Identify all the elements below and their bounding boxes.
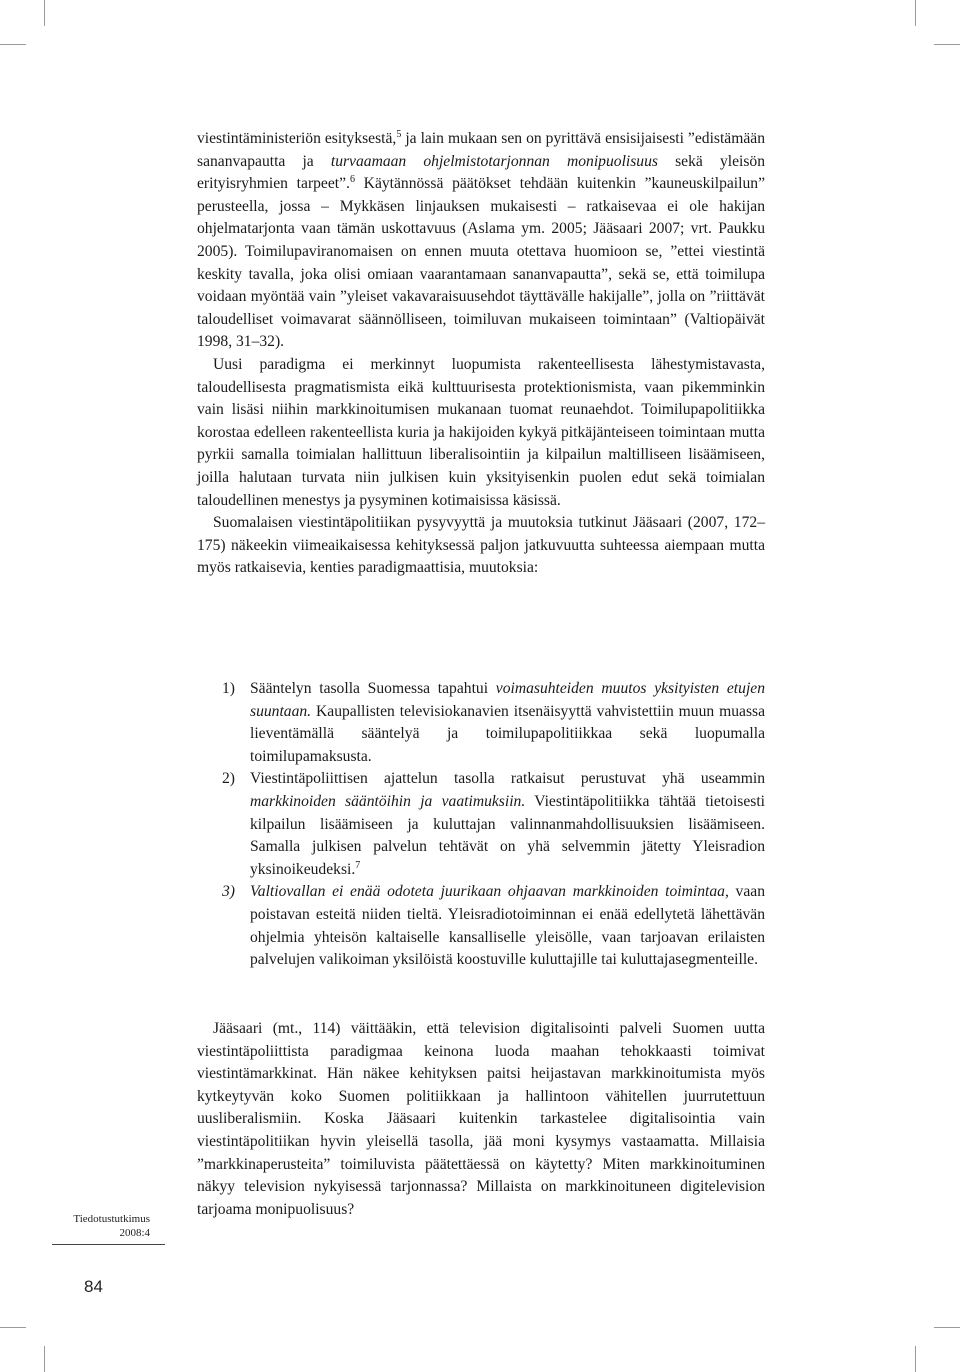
crop-mark <box>915 1346 916 1372</box>
crop-mark <box>934 44 960 45</box>
list-number: 1) <box>222 680 235 697</box>
list-number: 3) <box>222 883 235 901</box>
crop-mark <box>915 0 916 26</box>
crop-mark <box>0 1327 26 1328</box>
list-number: 2) <box>222 770 235 788</box>
crop-mark <box>44 1346 45 1372</box>
footnote-ref: 5 <box>396 128 402 140</box>
page-number: 84 <box>84 1277 103 1296</box>
closing-paragraph: Jääsaari (mt., 114) väittääkin, että television digitalisointi palveli Suomen uutta viestintäpoliittista paradigmaa keinona luoda maahan tehokkaasti toimivat viestintämarkkinat. Hän näkee kehityksen paitsi heijastavan markkinoitumista myös kytkeytyvän koko Suomen politiikkaan ja hallintoon vähitellen juurrutettuun uusliberalismiin. Koska Jääsaari kuitenkin tarkastelee digitalisointia vain viestintäpolitiikan hyvin yleisellä tasolla, jää moni kysymys vastaamatta. Millaisia ”markkinaperusteita” toimiluvista päätettäessä on käytetty? Miten markkinoituminen näkyy television nykyisessä tarjonnassa? Millaista on markkinoituneen digitelevision tarjoama monipuolisuus? <box>197 1020 765 1218</box>
paragraph-2: Uusi paradigma ei merkinnyt luopumista rakenteellisesta lähestymistavasta, taloudellisesta pragmatismista eikä kulttuurisesta protektionismista, vaan pikemminkin vain lisäsi niihin markkinoitumisen mukanaan tuomat reunaehdot. Toimilupapolitiikka korostaa edelleen rakenteellista kuria ja hakijoiden kykyä pitkäjänteiseen toimintaan mutta pyrkii samalla toimialan hallittuun liberalisointiin ja kilpailun maltilliseen lisäämiseen, joilla halutaan turvata niin julkisen kuin yksityisenkin puolen edut sekä toimialan taloudellinen menestys ja pysyminen kotimaisissa käsissä. <box>197 355 765 509</box>
footnote-ref: 7 <box>355 859 361 871</box>
paragraph-1: viestintäministeriön esityksestä,$^5$ ja lain mukaan sen on pyrittävä ensisijaisesti ”edistämään sananvapautta ja turvaamaan ohjelmistotarjonnan monipuolisuus sekä yleisön erityisryhmien tarpeet”.$^6$ Käytännössä päätökset tehdään kuitenkin ”kauneuskilpailun” perusteella, jossa – Mykkäsen linjauksen mukaisesti – ratkaisevaa ei ole hakijan ohjelmatarjonta vaan tämän uskottavuus (Aslama ym. 2005; Jääsaari 2007; vrt. Paukku 2005). Toimilupaviranomaisen on ennen muuta otettava huomioon se, ”ettei viestintä keskity tavalla, joka olisi omiaan vaarantamaan sananvapautta”, sekä se, että toimilupa voidaan myöntää vain ”yleiset vakavaraisuusehdot täyttävälle hakijalle”, jolla on ”riittävät taloudelliset voimavarat säännölliseen, toimiluvan mukaiseen toimintaan” (Valtiopäivät 1998, 31–32). <box>197 128 765 351</box>
list-item: 2) Viestintäpoliittisen ajattelun tasolla ratkaisut perustuvat yhä useammin markkinoiden sääntöihin ja vaatimuksiin. Viestintäpolitiikka tähtää tietoisesti kilpailun lisäämiseen ja kuluttajan valinnanmahdollisuuksien lisäämiseen. Samalla julkisen palvelun tehtävät on yhä selvemmin jätetty Yleisradion yksinoikeudeksi.$^7$ <box>222 768 765 881</box>
crop-mark <box>934 1327 960 1328</box>
list-item: 1) Sääntelyn tasolla Suomessa tapahtui voimasuhteiden muutos yksityisten etujen suuntaan. Kaupallisten televisiokanavien itsenäisyyttä vahvistettiin muun muassa lieventämällä sääntelyä ja toimilupapolitiikkaa sekä luopumalla toimilupamaksusta. <box>222 678 765 768</box>
footer-rule <box>52 1244 165 1245</box>
numbered-list <box>222 678 765 972</box>
journal-label <box>40 1212 150 1240</box>
paragraph-3: Suomalaisen viestintäpolitiikan pysyvyyttä ja muutoksia tutkinut Jääsaari (2007, 172–175) näkeekin viimeaikaisessa kehityksessä paljon jatkuvuutta suhteessa aiempaan mutta myös ratkaisevia, kenties paradigmaattisia, muutoksia: <box>197 514 765 577</box>
journal-name: Tiedotustutkimus <box>73 1213 150 1225</box>
footnote-ref: 6 <box>349 174 355 185</box>
crop-mark <box>0 44 26 45</box>
list-item: 3) Valtiovallan ei enää odoteta juurikaan ohjaavan markkinoiden toimintaa, vaan poistavan esteitä niiden tieltä. Yleisradiotoiminnan ei enää edellytetä lähettävän ohjelmia yhteisön kaltaiselle kansalliselle yleisölle, vaan tarjoavan erilaisten palvelujen valikoiman yksilöistä koostuville kuluttajille tai kuluttajasegmenteille. <box>222 881 765 971</box>
journal-issue: 2008:4 <box>119 1227 150 1239</box>
body-text <box>197 128 765 580</box>
crop-mark <box>44 0 45 26</box>
